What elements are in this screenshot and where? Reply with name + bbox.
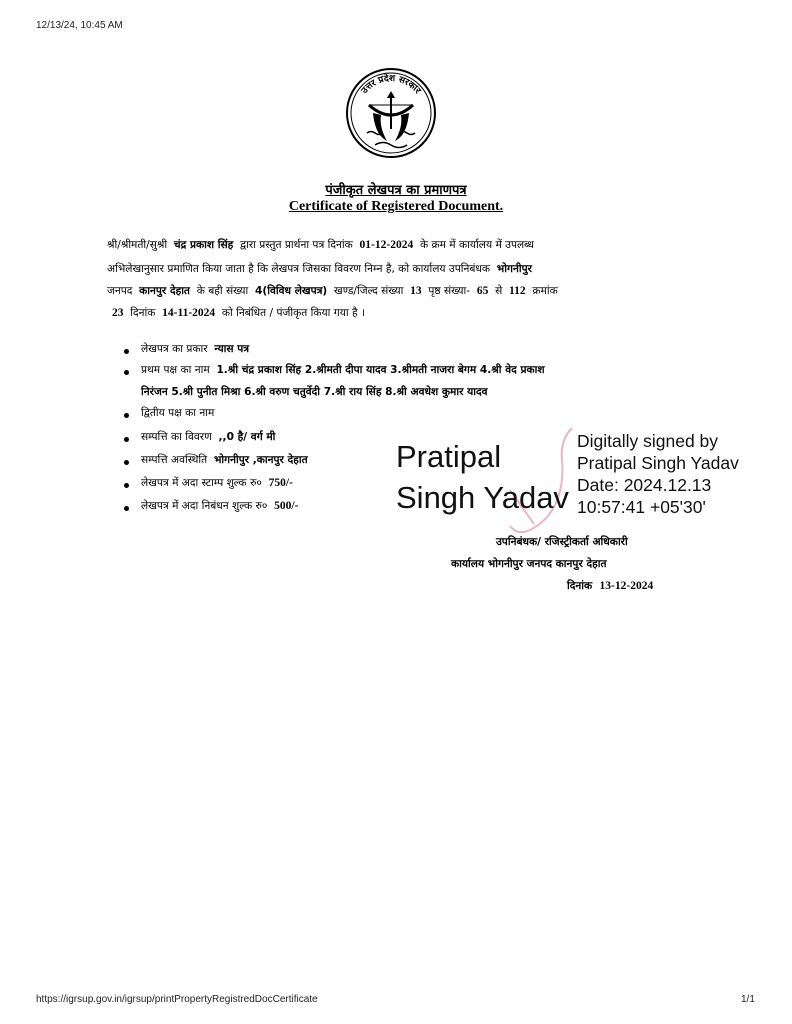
signature-details: Digitally signed by Pratipal Singh Yadav Date: 2024.12.13 10:57:41 +05'30' xyxy=(577,431,739,517)
page-to: 112 xyxy=(509,285,526,297)
bullet-icon xyxy=(124,483,129,488)
application-date: 01-12-2024 xyxy=(359,239,414,251)
up-government-emblem xyxy=(345,67,437,159)
khand-number: 13 xyxy=(410,285,422,297)
bahi-number: 4(विविध लेखपत्र) xyxy=(255,285,328,297)
bullet-icon xyxy=(124,437,129,442)
detail-second-party: द्वितीय पक्ष का नाम xyxy=(141,407,215,419)
office-name: भोगनीपुर xyxy=(496,263,532,275)
page-url[interactable]: https://igrsup.gov.in/igrsup/printPropertyRegistredDocCertificate xyxy=(36,994,318,1005)
officer-designation: उपनिबंधक/ रजिस्ट्रीकर्ता अधिकारी xyxy=(496,536,628,548)
detail-first-party: प्रथम पक्ष का नाम 1.श्री चंद्र प्रकाश सिंह 2.श्रीमती दीपा यादव 3.श्रीमती नाजरा बेगम 4.श्री वेद प्रकाश xyxy=(141,364,545,376)
bullet-icon xyxy=(124,506,129,511)
page-from: 65 xyxy=(476,285,489,297)
detail-stamp-duty: लेखपत्र में अदा स्टाम्प शुल्क रु० 750/- xyxy=(141,477,293,489)
district-name: कानपुर देहात xyxy=(139,285,190,297)
page-number: 1/1 xyxy=(741,994,755,1005)
signature-name: Pratipal Singh Yadav xyxy=(396,439,569,515)
officer-date: दिनांक 13-12-2024 xyxy=(567,580,654,592)
certificate-paragraph-line-3: जनपद कानपुर देहात के बही संख्या 4(विविध लेखपत्र) खण्ड/जिल्द संख्या 13 पृष्ठ संख्या- 65 से 112 क्रमांक xyxy=(107,285,558,297)
detail-first-party-cont: निरंजन 5.श्री पुनीत मिश्रा 6.श्री वरुण चतुर्वेदी 7.श्री राय सिंह 8.श्री अवधेश कुमार यादव xyxy=(141,386,488,398)
detail-doc-type: लेखपत्र का प्रकार न्यास पत्र xyxy=(141,343,250,355)
detail-property-location: सम्पत्ति अवस्थिति भोगनीपुर ,कानपुर देहात xyxy=(141,454,308,466)
certificate-title-english: Certificate of Registered Document. xyxy=(288,199,504,214)
detail-registration-fee: लेखपत्र में अदा निबंधन शुल्क रु० 500/- xyxy=(141,500,299,512)
bullet-icon xyxy=(124,349,129,354)
emblem-text: उत्तर प्रदेश सरकार xyxy=(359,73,423,96)
registration-date: 14-11-2024 xyxy=(162,307,216,319)
detail-property-desc: सम्पत्ति का विवरण ,,0 है/ वर्ग मी xyxy=(141,431,276,443)
kramank-number: 23 xyxy=(112,307,124,319)
bullet-icon xyxy=(124,370,129,375)
bullet-icon xyxy=(124,460,129,465)
certificate-paragraph-line-4: 23 दिनांक 14-11-2024 को निबंधित / पंजीकृत किया गया है । xyxy=(112,307,365,319)
certificate-paragraph-line-2: अभिलेखानुसार प्रमाणित किया जाता है कि लेखपत्र जिसका विवरण निम्न है, को कार्यालय उपनिबंधक भोगनीपुर xyxy=(107,263,532,275)
applicant-name: चंद्र प्रकाश सिंह xyxy=(173,239,234,251)
officer-office: कार्यालय भोगनीपुर जनपद कानपुर देहात xyxy=(451,558,607,570)
print-timestamp: 12/13/24, 10:45 AM xyxy=(36,20,123,31)
certificate-paragraph-line-1: श्री/श्रीमती/सुश्री चंद्र प्रकाश सिंह द्वारा प्रस्तुत प्रार्थना पत्र दिनांक 01-12-2024 के क्रम में कार्यालय में उपलब्ध xyxy=(107,239,535,251)
bullet-icon xyxy=(124,413,129,418)
certificate-title-hindi: पंजीकृत लेखपत्र का प्रमाणपत्र xyxy=(325,183,467,198)
